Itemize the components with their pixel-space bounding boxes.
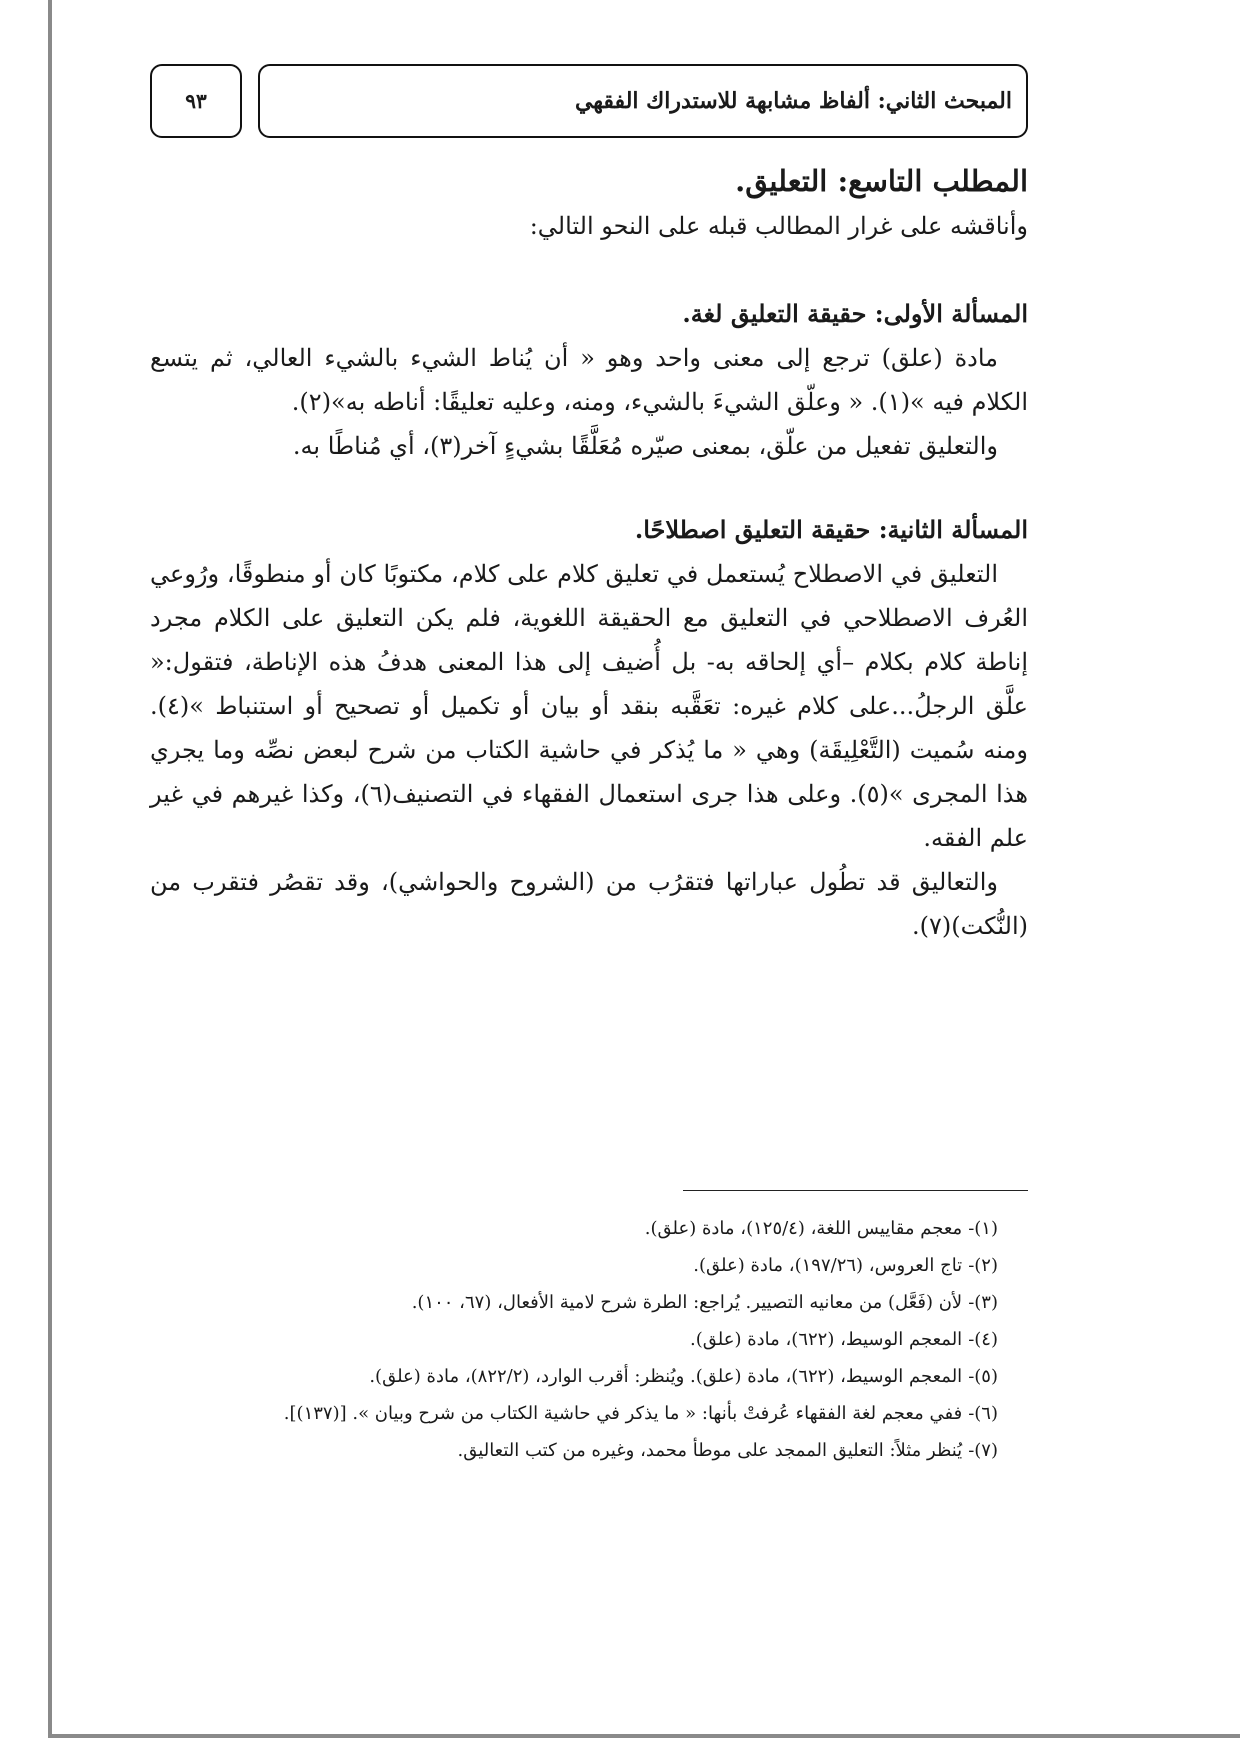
footnote	[150, 1284, 1028, 1321]
issue-2-paragraph-1: التعليق في الاصطلاح يُستعمل في تعليق كلام على كلام، مكتوبًا كان أو منطوقًا، ورُوعي العُرف الاصطلاحي في التعليق مع الحقيقة اللغوية، فلم يكن التعليق على الكلام مجرد إناطة كلام بكلام –أي إلحاقه به- بل أُضيف إلى هذا المعنى هدفُ هذه الإناطة، فتقول:« علَّق الرجلُ...على كلام غيره: تعَقَّبه بنقد أو بيان أو تكميل أو تصحيح أو استنباط »(٤). ومنه سُميت (التَّعْلِيقَة) وهي « ما يُذكر في حاشية الكتاب من شرح لبعض نصِّه وما يجري هذا المجرى »(٥). وعلى هذا جرى استعمال الفقهاء في التصنيف(٦)، وكذا غيرهم في غير علم الفقه.	[150, 560, 1028, 852]
issue-2-title: المسألة الثانية: حقيقة التعليق اصطلاحًا.	[634, 515, 1028, 544]
issue-1-paragraph-1: مادة (علق) ترجع إلى معنى واحد وهو « أن يُناط الشيء بالشيء العالي، ثم يتسع الكلام فيه »(١). « وعلّق الشيءَ بالشيء، ومنه، وعليه تعليقًا: أناطه به»(٢).	[150, 344, 1028, 416]
footnote-text: المعجم الوسيط، (٦٢٢)، مادة (علق).	[690, 1329, 963, 1350]
footnote-number: (٥)-	[968, 1366, 998, 1387]
issue-1-paragraph-2: والتعليق تفعيل من علّق، بمعنى صيّره مُعَلَّقًا بشيءٍ آخر(٣)، أي مُناطًا به.	[292, 432, 998, 460]
page-number: ٩٣	[185, 89, 207, 113]
page-number-box	[150, 64, 242, 138]
footnotes	[150, 1210, 1028, 1469]
footnote-number: (٧)-	[968, 1440, 998, 1461]
footnote-number: (٦)-	[968, 1403, 998, 1424]
footnote	[150, 1321, 1028, 1358]
page-border-left	[48, 0, 52, 1738]
footnote-text: يُنظر مثلاً: التعليق الممجد على موطأ محمد، وغيره من كتب التعاليق.	[457, 1440, 963, 1461]
footnote	[150, 1395, 1028, 1432]
running-header-title: المبحث الثاني: ألفاظ مشابهة للاستدراك الفقهي	[574, 88, 1012, 114]
footnote-text: لأن (فَعَّل) من معانيه التصيير. يُراجع: الطرة شرح لامية الأفعال، (٦٧، ١٠٠).	[411, 1292, 963, 1313]
section-title: المطلب التاسع: التعليق.	[735, 164, 1028, 198]
footnote-text: معجم مقاييس اللغة، (١٢٥/٤)، مادة (علق).	[644, 1218, 963, 1239]
issue-2-paragraph-2: والتعاليق قد تطُول عباراتها فتقرُب من (الشروح والحواشي)، وقد تقصُر فتقرب من (النُّكت)(٧).	[150, 868, 1028, 940]
footnote	[150, 1247, 1028, 1284]
footnote-divider	[683, 1190, 1028, 1191]
footnote-number: (١)-	[968, 1218, 998, 1239]
footnote	[150, 1210, 1028, 1247]
page-border-bottom	[48, 1734, 1240, 1738]
footnote-number: (٢)-	[968, 1255, 998, 1276]
issue-1-title: المسألة الأولى: حقيقة التعليق لغة.	[682, 299, 1028, 328]
footnote	[150, 1432, 1028, 1469]
footnote	[150, 1358, 1028, 1395]
footnote-number: (٤)-	[968, 1329, 998, 1350]
footnote-text: ففي معجم لغة الفقهاء عُرفتْ بأنها: « ما يذكر في حاشية الكتاب من شرح وبيان ». [(١٣٧)].	[283, 1403, 963, 1424]
main-text	[150, 158, 1028, 948]
section-intro: وأناقشه على غرار المطالب قبله على النحو التالي:	[529, 212, 1028, 240]
footnote-text: تاج العروس، (١٩٧/٢٦)، مادة (علق).	[693, 1255, 963, 1276]
footnote-text: المعجم الوسيط، (٦٢٢)، مادة (علق). ويُنظر: أقرب الوارد، (٨٢٢/٢)، مادة (علق).	[369, 1366, 963, 1387]
running-header	[258, 64, 1028, 138]
footnote-number: (٣)-	[968, 1292, 998, 1313]
